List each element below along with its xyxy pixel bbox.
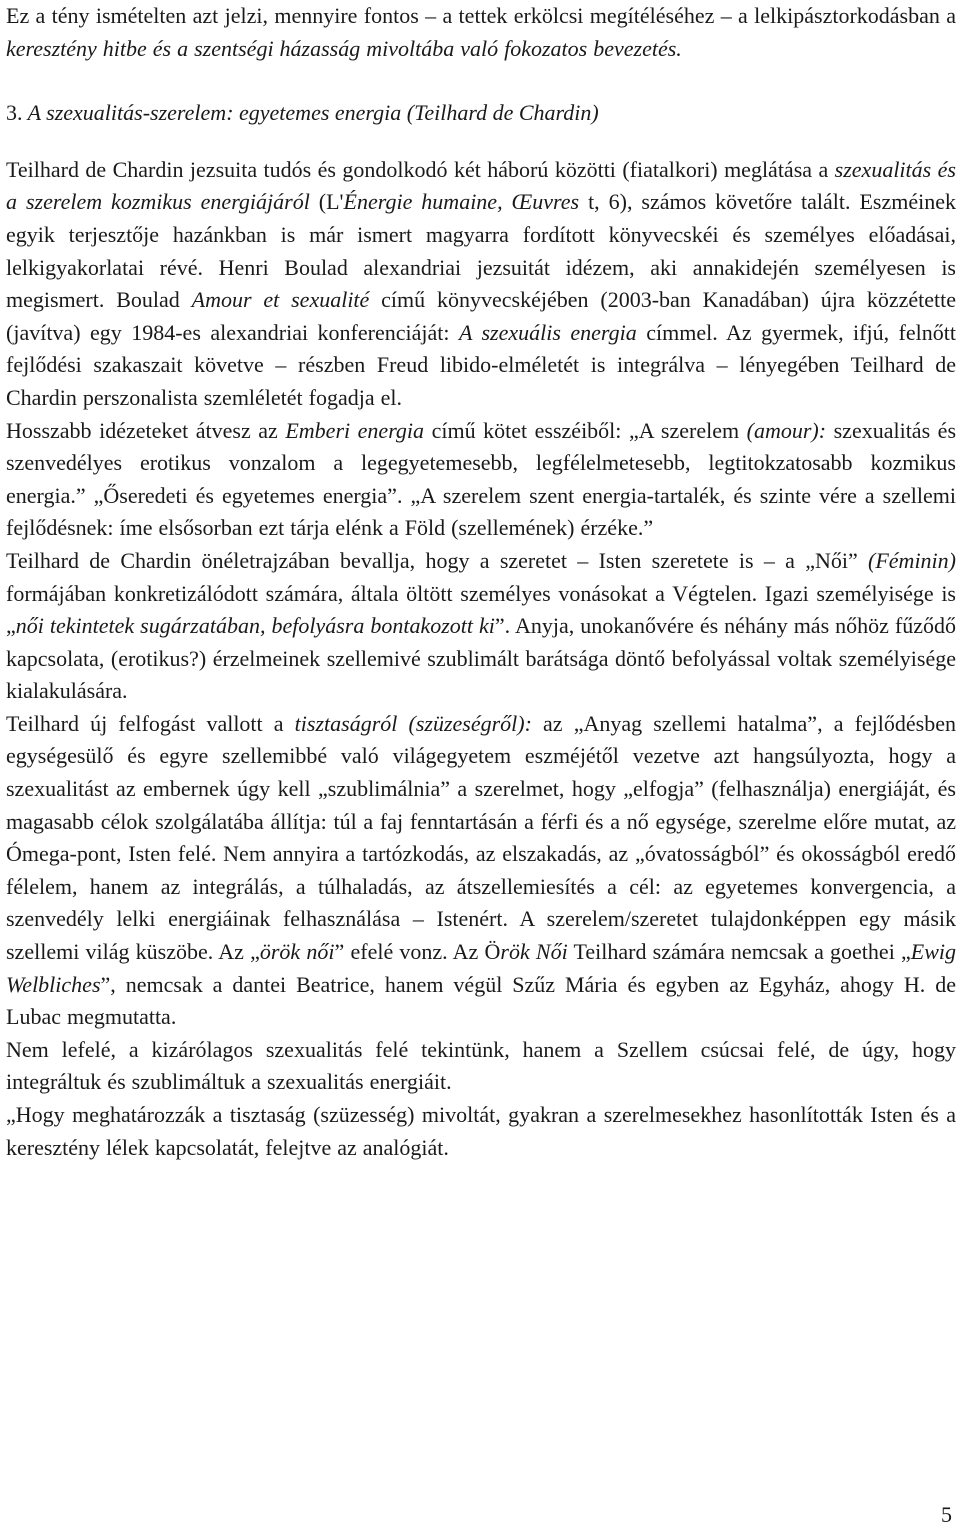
section-number: 3. [6, 100, 23, 126]
italic-text-run: Emberi energia [285, 417, 425, 443]
text-run: szexualitás és szenvedélyes erotikus vonzalom a legegyetemesebb, legfélelmetesebb, legtitokzatosabb kozmikus energia.” „Őseredeti és egyetemes energia”. „A szerelem szent energia-tartalék, és szinte vére a szellemi fejlődésnek: íme elsősorban ezt tárja elénk a Föld (szellemének) érzéke.” [6, 417, 956, 541]
italic-text-run: Énergie humaine, Œuvres [343, 189, 580, 215]
page-body [6, 0, 956, 1164]
text-run: t, 6), számos követőre talált. Eszméinek egyik terjesztője hazánkban is már ismert magyarra fordított könyvecskéi és személyes előadásai, lelkigyakorlatai révé. Henri Boulad alexandriai jezsuitát idézem, aki annakidején személyesen is megismert. Boulad [6, 189, 956, 313]
text-run: Hosszabb idézeteket átvesz az [6, 417, 286, 443]
text-run: Teilhard számára nemcsak a goethei „ [567, 939, 911, 965]
paragraph-teilhard-intro [6, 154, 956, 415]
paragraph-analogy [6, 1099, 956, 1164]
text-run: Teilhard új felfogást vallott a [6, 710, 295, 736]
text-run: Nem lefelé, a kizárólagos szexualitás felé tekintünk, hanem a Szellem csúcsai felé, de úgy, hogy integráltuk és szublimáltuk a szexualitás energiáit. [6, 1036, 956, 1095]
italic-text-run: (amour): [746, 417, 827, 443]
page-number: 5 [941, 1502, 952, 1527]
text-run: címmel. Az gyermek, ifjú, felnőtt fejlődési szakaszait követve – részben Freud libido-elméletét is integrálva – lényegében Teilhard de Chardin perszonalista szemléletét fogadja el. [6, 319, 956, 410]
paragraph-chastity [6, 708, 956, 1034]
text-run: ”. Anyja, unokanővére és néhány más nőhöz fűződő kapcsolata, (erotikus?) érzelmeinek szellemivé szublimált barátsága döntő befolyással voltak személyisége kialakulására. [6, 613, 956, 704]
italic-text-run: A szexuális energia [458, 319, 637, 345]
italic-text-run: örök női [259, 939, 335, 965]
text-run: című könyvecskéjében (2003-ban Kanadában) újra közzétette (javítva) egy 1984-es alexandriai konferenciáját: [6, 287, 956, 345]
text-run: című kötet esszéiből: „A szerelem [424, 417, 747, 443]
text-run: az „Anyag szellemi hatalma”, a fejlődésben egységesülő és egyre szellemibbé való világegyetem eszméjétől vezetve azt hangsúlyozta, hogy a szexualitást az embernek úgy kell „szublimálnia” a szerelmet, hogy „elfogja” (felhasználja) energiáját, és magasabb célok szolgálatába állítja: túl a faj fenntartásán a férfi és a nő egysége, szerelme előre mutat, az Ómega-pont, Isten felé. Nem annyira a tartózkodás, az elszakadás, az „óvatosságból” és okosságból eredő félelem, hanem az integrálás, a túlhaladás, az átszellemiesítés a cél: az egyetemes konvergencia, a szenvedély lelki energiáinak felhasználása – Istenért. A szerelem/szeretet tulajdonképpen egy másik szellemi világ küszöbe. Az „ [6, 710, 956, 965]
paragraph-intro [6, 0, 956, 65]
text-run: „Hogy meghatározzák a tisztaság (szüzesség) mivoltát, gyakran a szerelmesekhez hasonlították Isten és a keresztény lélek kapcsolatát, felejtve az analógiát. [6, 1102, 956, 1160]
text-run: Teilhard de Chardin jezsuita tudós és gondolkodó két háború közötti (fiatalkori) meglátása a [6, 156, 835, 182]
italic-text-run: (Féminin) [868, 547, 956, 573]
italic-text-run: női tekintetek sugárzatában, befolyásra bontakozott ki [15, 613, 495, 639]
paragraph-quotes [6, 415, 956, 545]
italic-text-run: szexualitás és a szerelem kozmikus energiájáról [6, 156, 956, 215]
text-run: formájában konkretizálódott számára, általa öltött személyes vonásokat a Végtelen. Igazi személyisége is „ [6, 580, 956, 639]
text-run: ” efelé vonz. Az Ö [334, 939, 501, 965]
paragraph-autobiography [6, 545, 956, 708]
section-heading [6, 97, 956, 130]
text-run: ”, nemcsak a dantei Beatrice, hanem végül Szűz Mária és egyben az Egyház, ahogy H. de Lubac megmutatta. [6, 971, 956, 1030]
italic-text-run: tisztaságról (szüzeségről): [294, 710, 532, 736]
italic-text-run: rök Női [500, 939, 568, 965]
text-run: (L' [309, 189, 344, 215]
paragraph-spirit [6, 1034, 956, 1099]
italic-text-run: Ewig Welbliches [6, 939, 956, 997]
text-run: Teilhard de Chardin önéletrajzában bevallja, hogy a szeretet – Isten szeretete is – a „Női” [6, 547, 869, 573]
section-title: A szexualitás-szerelem: egyetemes energia (Teilhard de Chardin) [27, 100, 599, 126]
italic-text-run: keresztény hitbe és a szentségi házasság mivoltába való fokozatos bevezetés. [6, 35, 682, 61]
text-run: Ez a tény ismételten azt jelzi, mennyire fontos – a tettek erkölcsi megítéléséhez – a lelkipásztorkodásban a [6, 3, 956, 28]
italic-text-run: Amour et sexualité [191, 287, 370, 313]
